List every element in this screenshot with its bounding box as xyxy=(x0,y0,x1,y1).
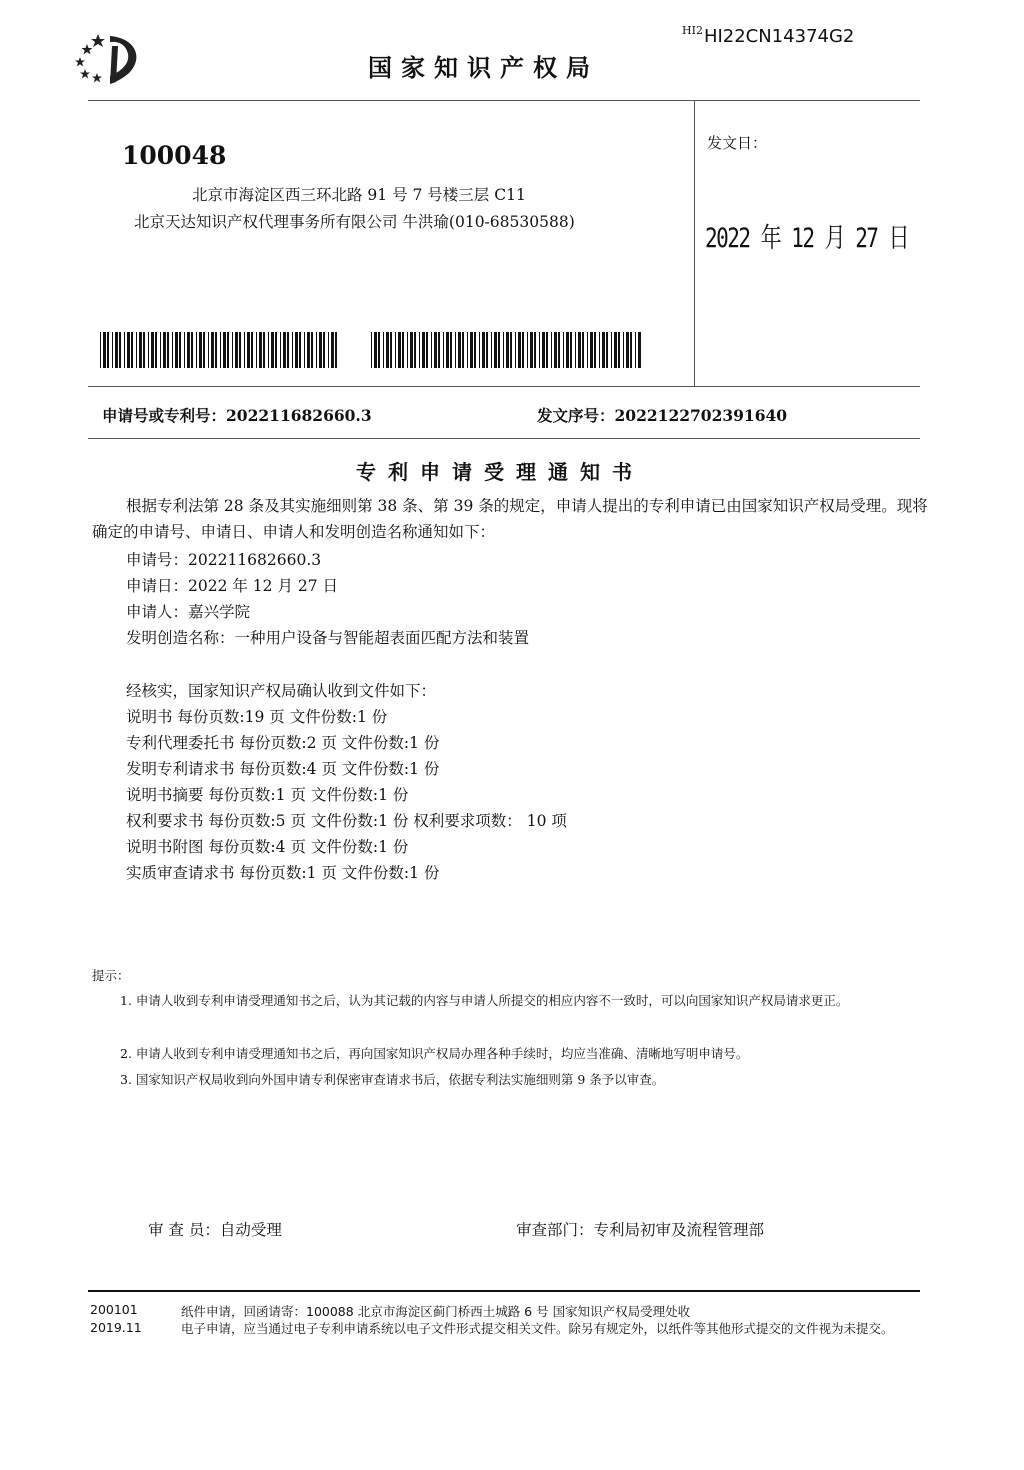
tip-item: 2. 申请人收到专利申请受理通知书之后，再向国家知识产权局办理各种手续时，均应当准确、清晰地写明申请号。 xyxy=(120,1046,749,1061)
tip-item: 1. 申请人收到专利申请受理通知书之后，认为其记载的内容与申请人所提交的相应内容不一致时，可以向国家知识产权局请求更正。 xyxy=(120,993,849,1008)
barcode-bar xyxy=(337,332,340,368)
barcode-right xyxy=(371,332,641,368)
paper-filing-note: 纸件申请，回函请寄：100088 北京市海淀区蓟门桥西土城路 6 号 国家知识产权局受理处收 xyxy=(181,1304,691,1319)
serial-number: 2022122702391640 xyxy=(614,406,788,425)
address-block-rule xyxy=(88,386,920,387)
dispatch-date-label: 发文日： xyxy=(707,134,768,152)
received-heading: 经核实，国家知识产权局确认收到文件如下： xyxy=(126,682,437,700)
received-file-item: 发明专利请求书 每份页数:4 页 文件份数:1 份 xyxy=(126,760,440,778)
detail-application-number: 申请号：202211682660.3 xyxy=(126,551,322,569)
date-box-divider xyxy=(694,101,695,386)
document-id xyxy=(682,24,854,47)
notice-intro: 根据专利法第 28 条及其实施细则第 38 条、第 39 条的规定，申请人提出的专利申请已由国家知识产权局受理。现将确定的申请号、申请日、申请人和发明创造名称通知如下： xyxy=(92,497,928,541)
document-id-code: HI22CN14374G2 xyxy=(703,26,855,47)
received-file-item: 说明书附图 每份页数:4 页 文件份数:1 份 xyxy=(126,838,409,856)
examining-department: 审查部门：专利局初审及流程管理部 xyxy=(516,1221,765,1239)
footer-rule xyxy=(88,1290,920,1292)
received-file-item: 专利代理委托书 每份页数:2 页 文件份数:1 份 xyxy=(126,734,440,752)
application-number-row xyxy=(102,404,372,426)
recipient-address: 北京市海淀区西三环北路 91 号 7 号楼三层 C11 xyxy=(192,186,526,204)
notice-title: 专利申请受理通知书 xyxy=(356,460,644,484)
application-number-label: 申请号或专利号： xyxy=(102,406,227,425)
agency-name: 国家知识产权局 xyxy=(368,54,599,82)
document-id-prefix: HI2 xyxy=(682,24,703,37)
tip-item: 3. 国家知识产权局收到向外国申请专利保密审查请求书后，依据专利法实施细则第 9 条予以审查。 xyxy=(120,1072,665,1087)
dispatch-date: 2022 年 12 月 27 日 xyxy=(705,223,909,254)
cnipa-logo xyxy=(72,30,148,86)
received-file-item: 权利要求书 每份页数:5 页 文件份数:1 份 权利要求项数： 10 项 xyxy=(126,812,567,830)
form-date: 2019.11 xyxy=(90,1320,142,1335)
form-code: 200101 xyxy=(90,1302,138,1317)
application-number: 202211682660.3 xyxy=(226,406,372,425)
barcode-left xyxy=(100,332,340,368)
recipient-agency: 北京天达知识产权代理事务所有限公司 牛洪瑜(010-68530588) xyxy=(134,213,575,231)
serial-number-row xyxy=(537,404,787,426)
serial-number-label: 发文序号： xyxy=(537,406,615,425)
received-file-item: 说明书 每份页数:19 页 文件份数:1 份 xyxy=(126,708,388,726)
header-rule xyxy=(88,100,920,101)
tips-heading: 提示： xyxy=(92,968,130,983)
postal-code: 100048 xyxy=(122,141,227,170)
detail-applicant: 申请人：嘉兴学院 xyxy=(126,603,251,621)
barcode-bar xyxy=(638,332,641,368)
received-file-item: 说明书摘要 每份页数:1 页 文件份数:1 份 xyxy=(126,786,409,804)
electronic-filing-note: 电子申请，应当通过电子专利申请系统以电子文件形式提交相关文件。除另有规定外，以纸件等其他形式提交的文件视为未提交。 xyxy=(181,1321,894,1336)
received-file-item: 实质审查请求书 每份页数:1 页 文件份数:1 份 xyxy=(126,864,440,882)
examiner: 审 查 员：自动受理 xyxy=(148,1221,282,1239)
detail-filing-date: 申请日：2022 年 12 月 27 日 xyxy=(126,577,339,595)
reference-rule xyxy=(88,438,920,439)
detail-invention-title: 发明创造名称：一种用户设备与智能超表面匹配方法和装置 xyxy=(126,629,530,647)
